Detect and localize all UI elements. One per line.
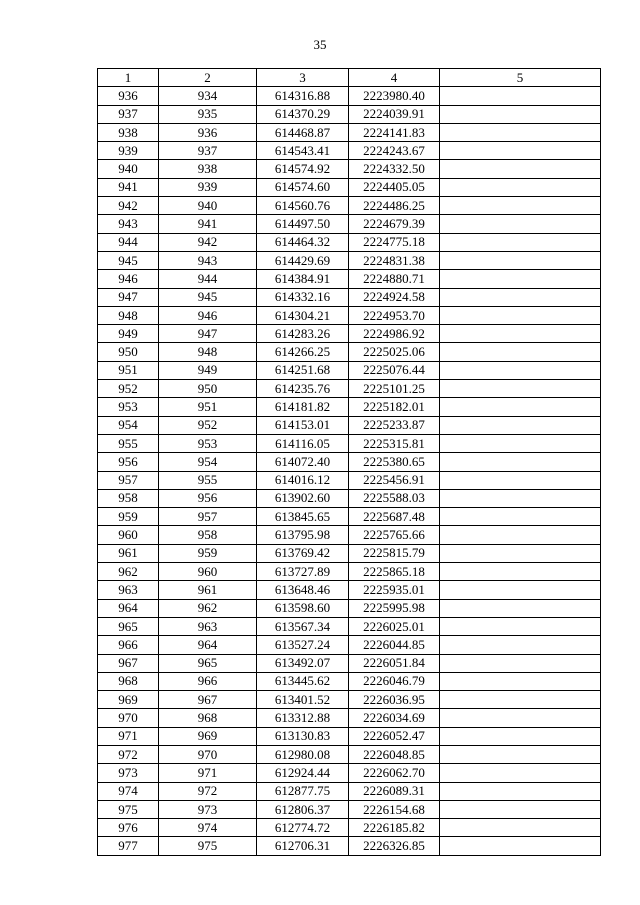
table-row [98, 343, 601, 361]
table-cell-col-2: 968 [159, 709, 257, 727]
table-cell-col-2: 971 [159, 764, 257, 782]
table-cell-col-2: 973 [159, 800, 257, 818]
table-row [98, 636, 601, 654]
table-cell-col-1: 952 [98, 380, 159, 398]
table-cell-col-2: 942 [159, 233, 257, 251]
table-cell-col-2: 959 [159, 544, 257, 562]
table-cell-col-3: 612877.75 [257, 782, 349, 800]
table-row [98, 215, 601, 233]
table-cell-col-1: 939 [98, 142, 159, 160]
column-header-3: 3 [257, 69, 349, 87]
table-cell-col-5 [440, 398, 601, 416]
table-cell-col-5 [440, 508, 601, 526]
table-cell-col-4: 2224243.67 [349, 142, 440, 160]
table-cell-col-3: 614574.92 [257, 160, 349, 178]
table-cell-col-2: 948 [159, 343, 257, 361]
table-row [98, 782, 601, 800]
table-cell-col-1: 963 [98, 581, 159, 599]
table-cell-col-1: 976 [98, 819, 159, 837]
table-cell-col-1: 950 [98, 343, 159, 361]
table-cell-col-5 [440, 251, 601, 269]
table-cell-col-5 [440, 142, 601, 160]
table-cell-col-1: 967 [98, 654, 159, 672]
table-cell-col-4: 2226044.85 [349, 636, 440, 654]
table-cell-col-5 [440, 306, 601, 324]
table-cell-col-2: 946 [159, 306, 257, 324]
table-cell-col-2: 957 [159, 508, 257, 526]
table-row [98, 87, 601, 105]
table-cell-col-5 [440, 361, 601, 379]
table-cell-col-4: 2224486.25 [349, 197, 440, 215]
table-cell-col-2: 938 [159, 160, 257, 178]
table-row [98, 197, 601, 215]
table-row [98, 508, 601, 526]
table-cell-col-2: 952 [159, 416, 257, 434]
table-row [98, 142, 601, 160]
table-row [98, 727, 601, 745]
table-row [98, 764, 601, 782]
table-cell-col-3: 614429.69 [257, 251, 349, 269]
table-cell-col-5 [440, 691, 601, 709]
table-row [98, 745, 601, 763]
table-cell-col-1: 940 [98, 160, 159, 178]
table-cell-col-2: 958 [159, 526, 257, 544]
table-cell-col-2: 949 [159, 361, 257, 379]
table-cell-col-4: 2226048.85 [349, 745, 440, 763]
table-cell-col-4: 2226036.95 [349, 691, 440, 709]
table-row [98, 160, 601, 178]
table-cell-col-3: 613401.52 [257, 691, 349, 709]
table-cell-col-1: 936 [98, 87, 159, 105]
table-cell-col-3: 614332.16 [257, 288, 349, 306]
table-cell-col-5 [440, 380, 601, 398]
table-cell-col-1: 945 [98, 251, 159, 269]
table-cell-col-2: 934 [159, 87, 257, 105]
table-cell-col-4: 2224775.18 [349, 233, 440, 251]
table-row [98, 178, 601, 196]
table-row [98, 398, 601, 416]
table-cell-col-1: 948 [98, 306, 159, 324]
table-cell-col-4: 2225076.44 [349, 361, 440, 379]
table-cell-col-1: 946 [98, 270, 159, 288]
table-cell-col-4: 2224831.38 [349, 251, 440, 269]
table-cell-col-3: 613902.60 [257, 489, 349, 507]
table-cell-col-5 [440, 197, 601, 215]
column-header-4: 4 [349, 69, 440, 87]
table-cell-col-4: 2225456.91 [349, 471, 440, 489]
table-cell-col-1: 949 [98, 325, 159, 343]
table-cell-col-5 [440, 581, 601, 599]
table-cell-col-3: 613527.24 [257, 636, 349, 654]
table-cell-col-1: 974 [98, 782, 159, 800]
table-cell-col-1: 969 [98, 691, 159, 709]
table-cell-col-3: 613130.83 [257, 727, 349, 745]
table-cell-col-1: 975 [98, 800, 159, 818]
table-cell-col-5 [440, 178, 601, 196]
table-cell-col-1: 960 [98, 526, 159, 544]
table-cell-col-4: 2225025.06 [349, 343, 440, 361]
table-cell-col-4: 2225380.65 [349, 453, 440, 471]
table-cell-col-3: 613648.46 [257, 581, 349, 599]
table-cell-col-5 [440, 233, 601, 251]
table-cell-col-4: 2224679.39 [349, 215, 440, 233]
table-cell-col-3: 614283.26 [257, 325, 349, 343]
table-cell-col-1: 973 [98, 764, 159, 782]
table-cell-col-5 [440, 526, 601, 544]
table-cell-col-1: 953 [98, 398, 159, 416]
table-cell-col-5 [440, 617, 601, 635]
table-cell-col-4: 2224986.92 [349, 325, 440, 343]
table-cell-col-2: 954 [159, 453, 257, 471]
table-row [98, 123, 601, 141]
table-cell-col-4: 2226326.85 [349, 837, 440, 855]
table-cell-col-1: 964 [98, 599, 159, 617]
table-cell-col-3: 613727.89 [257, 563, 349, 581]
table-cell-col-4: 2225315.81 [349, 434, 440, 452]
table-cell-col-2: 937 [159, 142, 257, 160]
table-cell-col-4: 2223980.40 [349, 87, 440, 105]
table-cell-col-4: 2226062.70 [349, 764, 440, 782]
table-cell-col-1: 947 [98, 288, 159, 306]
table-cell-col-5 [440, 160, 601, 178]
table-cell-col-2: 964 [159, 636, 257, 654]
table-cell-col-3: 614251.68 [257, 361, 349, 379]
table-cell-col-5 [440, 599, 601, 617]
table-cell-col-5 [440, 709, 601, 727]
table-cell-col-1: 972 [98, 745, 159, 763]
table-cell-col-5 [440, 105, 601, 123]
table-cell-col-3: 614543.41 [257, 142, 349, 160]
table-row [98, 599, 601, 617]
table-cell-col-2: 953 [159, 434, 257, 452]
table-cell-col-4: 2224039.91 [349, 105, 440, 123]
table-cell-col-5 [440, 270, 601, 288]
table-row [98, 837, 601, 855]
table-cell-col-2: 943 [159, 251, 257, 269]
table-cell-col-1: 937 [98, 105, 159, 123]
table-body [98, 87, 601, 855]
table-cell-col-4: 2225101.25 [349, 380, 440, 398]
table-cell-col-4: 2225687.48 [349, 508, 440, 526]
table-cell-col-3: 614153.01 [257, 416, 349, 434]
table-cell-col-1: 970 [98, 709, 159, 727]
table-cell-col-3: 614384.91 [257, 270, 349, 288]
table-cell-col-5 [440, 215, 601, 233]
table-cell-col-2: 956 [159, 489, 257, 507]
table-cell-col-3: 612774.72 [257, 819, 349, 837]
table-row [98, 288, 601, 306]
table-cell-col-5 [440, 434, 601, 452]
table-cell-col-4: 2225935.01 [349, 581, 440, 599]
table-cell-col-4: 2224880.71 [349, 270, 440, 288]
table-cell-col-3: 614560.76 [257, 197, 349, 215]
table-cell-col-1: 951 [98, 361, 159, 379]
table-cell-col-3: 613598.60 [257, 599, 349, 617]
table-cell-col-1: 977 [98, 837, 159, 855]
table-row [98, 361, 601, 379]
table-cell-col-3: 612806.37 [257, 800, 349, 818]
table-cell-col-3: 614072.40 [257, 453, 349, 471]
table-row [98, 251, 601, 269]
table-cell-col-2: 936 [159, 123, 257, 141]
table-cell-col-5 [440, 123, 601, 141]
table-cell-col-4: 2226185.82 [349, 819, 440, 837]
table-cell-col-4: 2225865.18 [349, 563, 440, 581]
table-cell-col-4: 2226025.01 [349, 617, 440, 635]
table-cell-col-4: 2224924.58 [349, 288, 440, 306]
table-cell-col-5 [440, 416, 601, 434]
table-row [98, 233, 601, 251]
table-cell-col-3: 613445.62 [257, 672, 349, 690]
table-cell-col-4: 2224405.05 [349, 178, 440, 196]
table-cell-col-2: 951 [159, 398, 257, 416]
table-row [98, 453, 601, 471]
table-cell-col-5 [440, 819, 601, 837]
table-row [98, 471, 601, 489]
table-cell-col-2: 967 [159, 691, 257, 709]
table-cell-col-2: 963 [159, 617, 257, 635]
table-cell-col-3: 613769.42 [257, 544, 349, 562]
table-cell-col-5 [440, 87, 601, 105]
table-cell-col-2: 955 [159, 471, 257, 489]
table-cell-col-4: 2226154.68 [349, 800, 440, 818]
table-cell-col-3: 612924.44 [257, 764, 349, 782]
table-cell-col-1: 955 [98, 434, 159, 452]
table-cell-col-3: 614304.21 [257, 306, 349, 324]
table-cell-col-1: 961 [98, 544, 159, 562]
table-row [98, 800, 601, 818]
table-cell-col-3: 614181.82 [257, 398, 349, 416]
table-cell-col-2: 969 [159, 727, 257, 745]
table-cell-col-1: 968 [98, 672, 159, 690]
table-cell-col-4: 2225815.79 [349, 544, 440, 562]
table-cell-col-5 [440, 837, 601, 855]
table-row [98, 489, 601, 507]
table-cell-col-5 [440, 471, 601, 489]
table-cell-col-4: 2226052.47 [349, 727, 440, 745]
table-cell-col-5 [440, 563, 601, 581]
table-cell-col-2: 962 [159, 599, 257, 617]
table-row [98, 709, 601, 727]
table-cell-col-5 [440, 654, 601, 672]
table-cell-col-3: 613312.88 [257, 709, 349, 727]
table-cell-col-2: 966 [159, 672, 257, 690]
table-cell-col-2: 950 [159, 380, 257, 398]
table-cell-col-4: 2224332.50 [349, 160, 440, 178]
table-cell-col-2: 975 [159, 837, 257, 855]
table-cell-col-3: 612980.08 [257, 745, 349, 763]
table-cell-col-2: 944 [159, 270, 257, 288]
coordinates-table [97, 68, 601, 856]
table-cell-col-1: 966 [98, 636, 159, 654]
table-cell-col-2: 939 [159, 178, 257, 196]
table-row [98, 434, 601, 452]
table-cell-col-2: 947 [159, 325, 257, 343]
table-cell-col-3: 614016.12 [257, 471, 349, 489]
table-cell-col-4: 2225588.03 [349, 489, 440, 507]
table-cell-col-4: 2225233.87 [349, 416, 440, 434]
table-cell-col-4: 2226089.31 [349, 782, 440, 800]
table-cell-col-2: 965 [159, 654, 257, 672]
table-row [98, 563, 601, 581]
table-cell-col-1: 942 [98, 197, 159, 215]
table-cell-col-2: 961 [159, 581, 257, 599]
table-cell-col-2: 972 [159, 782, 257, 800]
table-cell-col-3: 613795.98 [257, 526, 349, 544]
table-cell-col-2: 974 [159, 819, 257, 837]
table-cell-col-3: 614464.32 [257, 233, 349, 251]
table-cell-col-1: 971 [98, 727, 159, 745]
table-cell-col-1: 959 [98, 508, 159, 526]
table-cell-col-5 [440, 727, 601, 745]
table-cell-col-5 [440, 453, 601, 471]
table-cell-col-1: 956 [98, 453, 159, 471]
table-cell-col-5 [440, 343, 601, 361]
table-row [98, 270, 601, 288]
table-cell-col-1: 944 [98, 233, 159, 251]
table-cell-col-3: 613492.07 [257, 654, 349, 672]
table-cell-col-3: 614370.29 [257, 105, 349, 123]
column-header-5: 5 [440, 69, 601, 87]
table-cell-col-5 [440, 325, 601, 343]
table-cell-col-5 [440, 672, 601, 690]
table-header-row [98, 69, 601, 87]
table-cell-col-4: 2225995.98 [349, 599, 440, 617]
table-cell-col-4: 2226051.84 [349, 654, 440, 672]
table-cell-col-1: 954 [98, 416, 159, 434]
table-cell-col-1: 962 [98, 563, 159, 581]
table-row [98, 672, 601, 690]
table-cell-col-4: 2225182.01 [349, 398, 440, 416]
table-cell-col-2: 970 [159, 745, 257, 763]
table-cell-col-3: 614235.76 [257, 380, 349, 398]
table-cell-col-5 [440, 544, 601, 562]
table-row [98, 105, 601, 123]
table-cell-col-5 [440, 800, 601, 818]
table-cell-col-2: 960 [159, 563, 257, 581]
table-cell-col-1: 957 [98, 471, 159, 489]
table-cell-col-3: 613567.34 [257, 617, 349, 635]
table-cell-col-3: 614468.87 [257, 123, 349, 141]
table-row [98, 691, 601, 709]
table-row [98, 325, 601, 343]
table-cell-col-3: 614316.88 [257, 87, 349, 105]
table-cell-col-3: 613845.65 [257, 508, 349, 526]
column-header-2: 2 [159, 69, 257, 87]
table-cell-col-3: 614497.50 [257, 215, 349, 233]
table-cell-col-5 [440, 782, 601, 800]
table-row [98, 819, 601, 837]
table-row [98, 654, 601, 672]
table-row [98, 416, 601, 434]
table-cell-col-1: 958 [98, 489, 159, 507]
table-row [98, 380, 601, 398]
table-row [98, 526, 601, 544]
table-cell-col-1: 965 [98, 617, 159, 635]
table-row [98, 581, 601, 599]
table-cell-col-2: 940 [159, 197, 257, 215]
table-cell-col-4: 2224141.83 [349, 123, 440, 141]
table-cell-col-3: 614266.25 [257, 343, 349, 361]
table-cell-col-5 [440, 764, 601, 782]
column-header-1: 1 [98, 69, 159, 87]
table-cell-col-4: 2226034.69 [349, 709, 440, 727]
table-cell-col-3: 614574.60 [257, 178, 349, 196]
table-cell-col-4: 2224953.70 [349, 306, 440, 324]
table-cell-col-3: 612706.31 [257, 837, 349, 855]
table-row [98, 544, 601, 562]
table-row [98, 617, 601, 635]
table-cell-col-1: 943 [98, 215, 159, 233]
table-cell-col-1: 941 [98, 178, 159, 196]
table-cell-col-5 [440, 636, 601, 654]
table-cell-col-1: 938 [98, 123, 159, 141]
table-cell-col-2: 935 [159, 105, 257, 123]
page-number: 35 [313, 37, 327, 52]
table-cell-col-5 [440, 745, 601, 763]
table-row [98, 306, 601, 324]
table-cell-col-2: 945 [159, 288, 257, 306]
table-cell-col-5 [440, 489, 601, 507]
table-cell-col-5 [440, 288, 601, 306]
table-cell-col-3: 614116.05 [257, 434, 349, 452]
table-cell-col-2: 941 [159, 215, 257, 233]
table-cell-col-4: 2225765.66 [349, 526, 440, 544]
table-cell-col-4: 2226046.79 [349, 672, 440, 690]
